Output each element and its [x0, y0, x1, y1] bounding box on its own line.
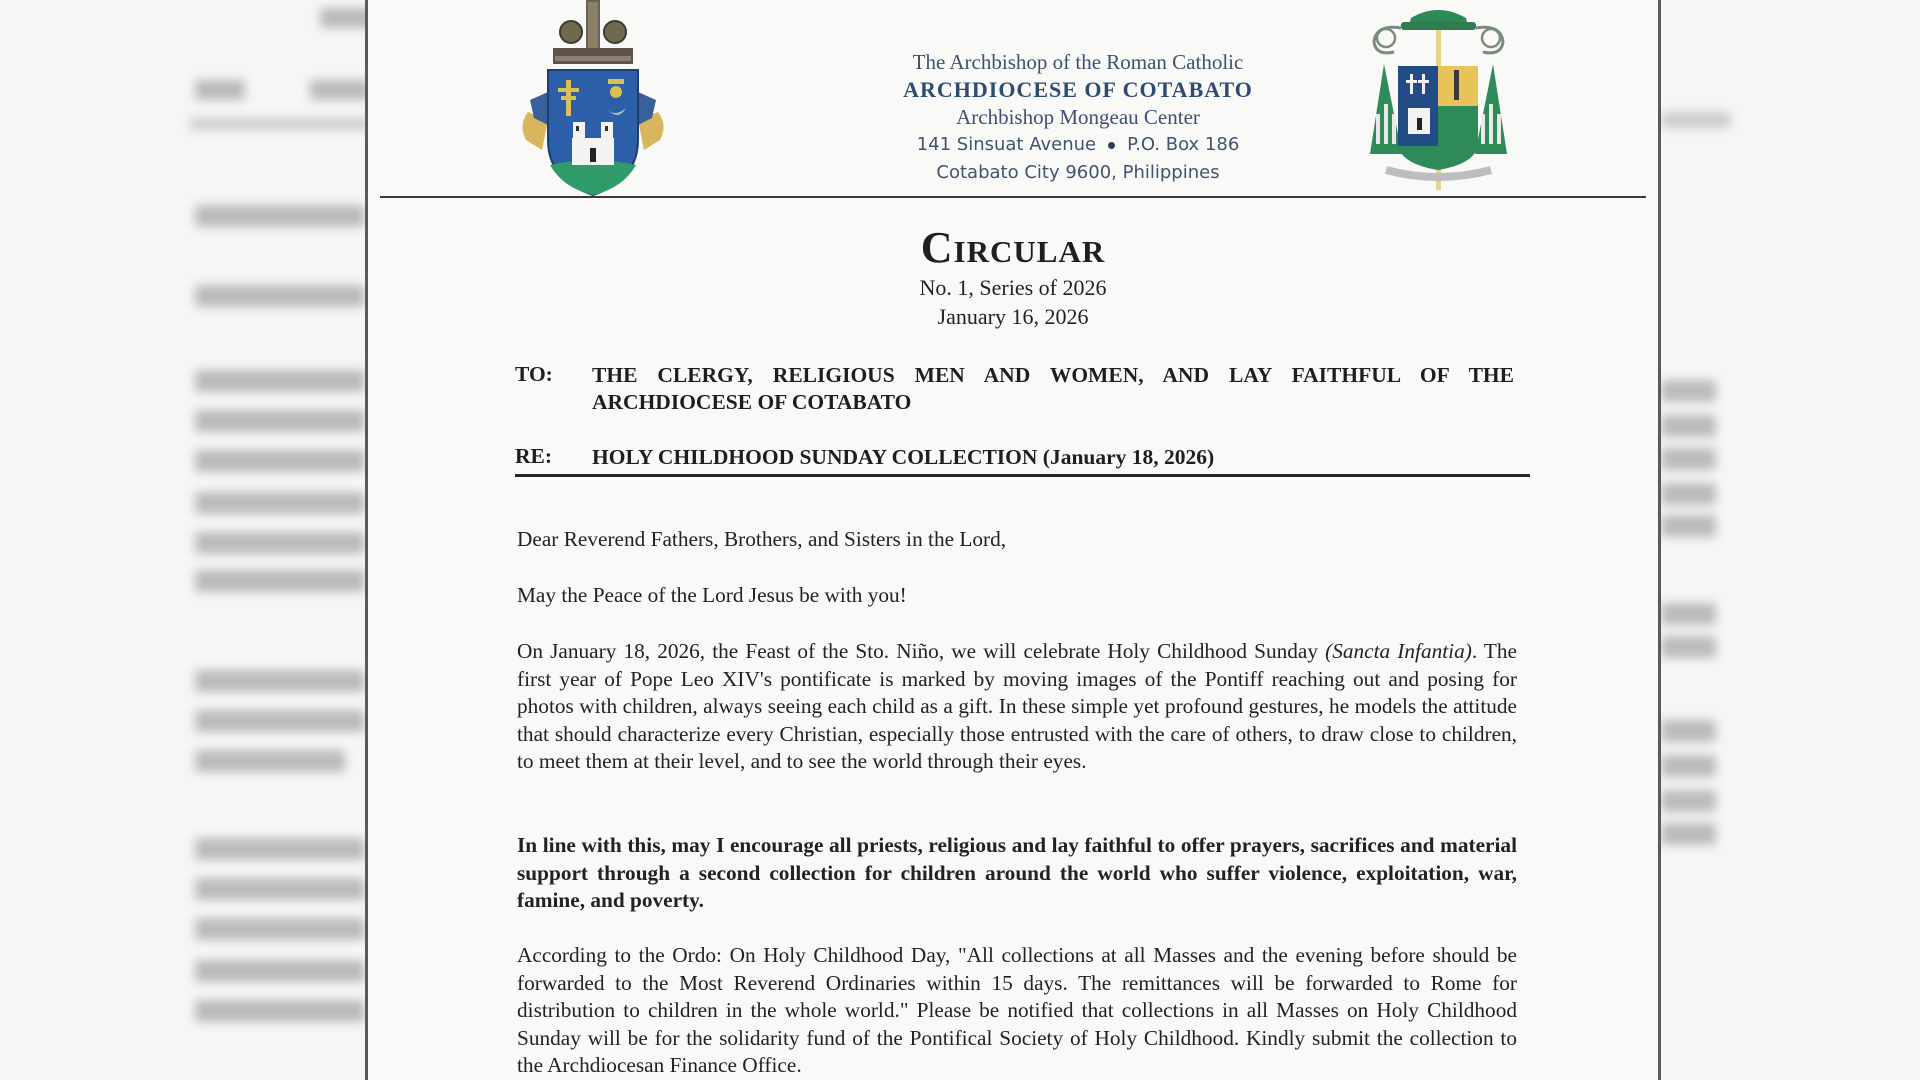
archdiocese-crest-icon	[508, 0, 678, 196]
to-value: THE CLERGY, RELIGIOUS MEN AND WOMEN, AND LAY FAITHFUL OF THE ARCHDIOCESE OF COTABATO	[592, 363, 1514, 414]
letterhead-divider	[380, 196, 1646, 198]
re-label: RE:	[515, 444, 553, 468]
letterhead-street: 141 Sinsuat Avenue	[916, 134, 1097, 155]
paragraph-1	[517, 638, 1517, 776]
paragraph-1-text-a: On January 18, 2026, the Feast of the Sto. Niño, we will celebrate Holy Childhood Sunday	[517, 639, 1326, 663]
paragraph-1-text-b: . The first year of Pope Leo XIV's pontificate is marked by moving images of the Pontiff reaching out and posing for photos with children, always seeing each child as a gift. In these simple yet profound gestures, he models the attitude that should characterize every Christian, especially those entrusted with the care of others, to draw close to children, to meet them at their level, and to see the world through their eyes.	[517, 639, 1517, 774]
letterhead-line1: The Archbishop of the Roman Catholic	[912, 50, 1244, 74]
letterhead-center-name: Archbishop Mongeau Center	[956, 105, 1200, 129]
document-page	[365, 0, 1661, 1080]
to-label: TO:	[515, 362, 553, 386]
salutation: Dear Reverend Fathers, Brothers, and Sisters in the Lord,	[517, 527, 1007, 551]
letterhead-city: Cotabato City 9600, Philippines	[936, 162, 1220, 183]
greeting: May the Peace of the Lord Jesus be with you!	[517, 583, 907, 607]
bullet-icon	[1108, 142, 1115, 149]
circular-date: January 16, 2026	[937, 304, 1089, 329]
circular-title: Circular	[920, 223, 1106, 272]
paragraph-1-italic: (Sancta Infantia)	[1325, 639, 1472, 663]
re-value: HOLY CHILDHOOD SUNDAY COLLECTION (January 18, 2026)	[592, 445, 1215, 469]
paragraph-2: In line with this, may I encourage all priests, religious and lay faithful to offer prayers, sacrifices and material support through a second collection for children around the world who suffer violence, exploitation, war, famine, and poverty.	[517, 833, 1517, 913]
letterhead-archdiocese-name: ARCHDIOCESE OF COTABATO	[903, 77, 1253, 102]
archbishop-crest-icon	[1356, 4, 1521, 190]
paragraph-3: According to the Ordo: On Holy Childhood Day, "All collections at all Masses and the evening before should be forwarded to the Most Reverend Ordinaries within 15 days. The remittances will be forwarded to Rome for distribution to children in the whole world." Please be notified that collections in all Masses on Holy Childhood Sunday will be for the solidarity fund of the Pontifical Society of Holy Childhood. Kindly submit the collection to the Archdiocesan Finance Office.	[517, 943, 1517, 1078]
letterhead-address	[808, 131, 1348, 159]
letterhead	[808, 49, 1348, 187]
letterhead-po-box: P.O. Box 186	[1127, 134, 1240, 155]
subject-divider	[515, 474, 1530, 477]
circular-number: No. 1, Series of 2026	[919, 275, 1107, 300]
